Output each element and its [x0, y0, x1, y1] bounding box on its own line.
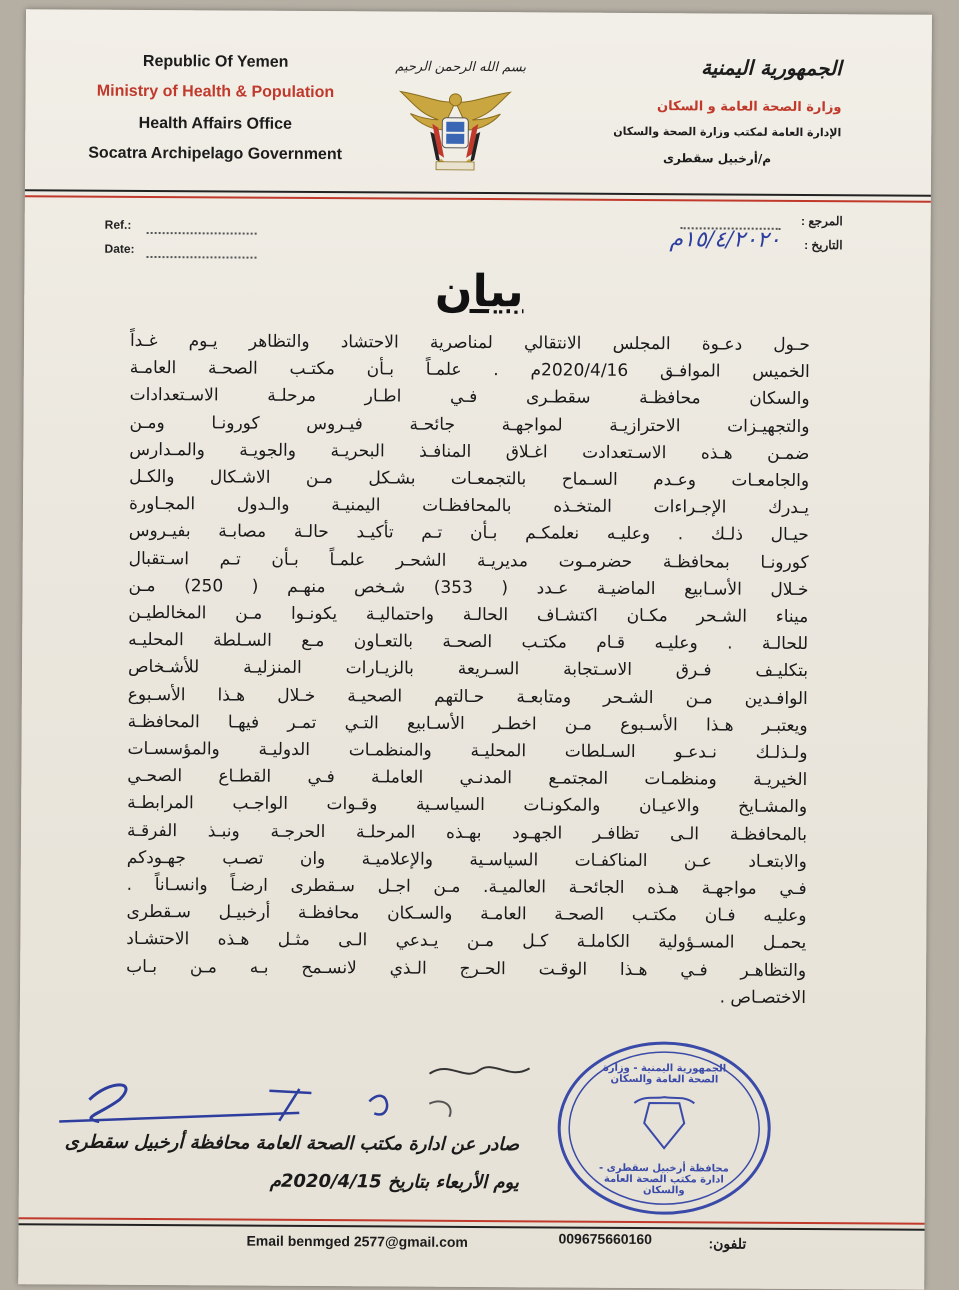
body-line: ولـذلـك نـدعـو السـلطات المحليـة والمنظمـات الدوليـة والمؤسسـات: [127, 738, 808, 764]
header-ar-archipelago: م/أرخبيل سقطرى: [662, 151, 772, 166]
body-line: خـلال الأسـابيع الماضيـة عـدد ( 353) شـخص منهـم ( 250) مـن: [128, 575, 809, 600]
ref-dots: [147, 232, 257, 235]
body-line: والتجهيـزات الاحترازيـة لمواجهـة جائحـة فيـروس كورونـا ومـن: [129, 412, 810, 437]
body-line: ميناء الشـحر مكـان اكتشـاف الحالـة واحتماليـة يكونـوا مـن المخالطيـن: [128, 602, 809, 628]
issued-by: صادر عن ادارة مكتب الصحة العامة محافظة أرخبيل سقطرى: [64, 1131, 520, 1156]
header-government: Socatra Archipelago Government: [88, 144, 343, 164]
handwritten-date: ١٥/٤/٢٠٢٠م: [669, 227, 781, 253]
ref-label: Ref.:: [104, 217, 132, 232]
body-line: والتظاهـر فـي هـذا الوقـت الحـرج الـذي لانسـمح بـه مـن بـاب: [126, 956, 807, 981]
date-dots: [146, 256, 256, 259]
ar-ref-label: المرجع :: [800, 213, 843, 229]
body-line: كورونـا بمحافظـة حضرمـوت مديريـة الشحـر علمـاً بـأن تـم اسـتقبال: [128, 548, 809, 573]
body-line: الخميس الموافـق 2020/4/16م . علمـاً بـأن مكتـب الصحـة العامـة: [129, 358, 810, 383]
issued-date: يوم الأربعاء بتاريخ 2020/4/15م: [269, 1170, 519, 1194]
header-ar-republic: الجمهورية اليمنية: [700, 55, 842, 81]
body-line: للحالـة . وعليـه قـام مكتـب الصحـة بالتعـاون مـع السـلطة المحليـه: [128, 630, 809, 655]
body-line: بتكليـف فـرق الاسـتجابة السـريعة بالزيـارات المنزليـة للأشـخاص: [127, 657, 809, 682]
signature-scribble: [49, 1059, 469, 1142]
document-page: [18, 9, 932, 1290]
body-line: يـدرك الإجـراءات المتخـذه بالمحافظـات اليمنيـة والـدول المجـاورة: [128, 494, 810, 519]
header-ar-ministry: وزارة الصحة العامة و السكان: [657, 99, 842, 116]
body-line: الوافـدين مـن الشـحر ومتابعـة حـالتهم الصحيـة خـلال هـذا الأسـبوع: [127, 684, 808, 709]
director-signature: [419, 1052, 539, 1093]
body-line: الاختصـاص .: [719, 987, 807, 1008]
ar-date-label: التاريخ :: [804, 237, 843, 253]
body-line: بالمحافظـة الـى تظافـر الجهـود بهـذه المرحلـة الحرجـة ونبـذ الفرقـة: [126, 820, 808, 845]
footer-rule-dark: [19, 1223, 925, 1231]
header-rule-red: [25, 195, 931, 203]
basmala: بسم الله الرحمن الرحيم: [395, 59, 527, 76]
yemen-eagle-emblem: [380, 83, 531, 184]
body-line: فـي مواجهـة هـذه الجائحـة العالميـة. مـن اجـل سـقطرى ارضـاً وانسـاناً .: [126, 874, 807, 900]
body-line: الخيريـة ومنظمـات المجتمـع المدنـي العاملـة فـي القطـاع الصحـي: [127, 766, 808, 791]
footer-phone: 009675660160: [558, 1230, 652, 1248]
body-line: ويعتبـر هـذا الأسـبوع مـن اخطـر الأسـابيع التـي تمـر فيهـا المحافظـة: [127, 711, 808, 736]
body-line: وعليـه فـان مكتـب الصحـة العامـة والسـكان محافظـة أرخبيـل سـقطرى: [126, 902, 807, 927]
header-ministry: Ministry of Health & Population: [96, 82, 335, 102]
body-line: والسكان محافظـة سقطـرى فـي اطـار مرحلـة الاسـتعدادات: [129, 385, 810, 410]
body-line: ضمـن هـذه الاسـتعدادت اغـلاق المنافـذ البحريـة والجويـة والمـدارس: [129, 439, 810, 464]
body-line: حيـال ذلـك . وعليـه نعلمكـم بـأن تـم تأكيـد حالـة مصابـة بفيـروس: [128, 521, 809, 546]
body-line: حـول دعـوة المجلس الانتقالي لمناصرية الاحتشاد والتظاهر يـوم غـداً: [129, 330, 811, 356]
body-line: والجامعـات وعـدم السـماح بالتجمعـات بشـكل مـن الاشـكال والكـل: [129, 466, 810, 492]
body-line: والابتعـاد عـن المناكفـات السياسـية والإعلاميـة وان تصـب جهـودكم: [126, 847, 807, 872]
footer-email: Email benmged 2577@gmail.com: [246, 1232, 468, 1250]
body-line: والمشـايخ والاعيـان والمكونـات السياسـية وقـوات الواجـب المرابطـة: [127, 793, 808, 818]
stamp-outer-text: الجمهورية اليمنية - وزارة الصحة العامة والسكان: [602, 1062, 727, 1086]
header-ar-department: الإدارة العامة لمكتب وزارة الصحة والسكان: [613, 124, 842, 140]
body-line: يحمـل المسـؤولية الكاملـة كـل مـن يـدعي الـى مثـل هـذه الاحتشـاد: [126, 929, 807, 954]
footer-phone-label: تلفون:: [708, 1235, 747, 1252]
header-office: Health Affairs Office: [138, 114, 292, 133]
header-country: Republic Of Yemen: [142, 52, 289, 71]
stamp-inner-text: محافظة أرخبيل سقطرى - ادارة مكتب الصحة العامة والسكان: [599, 1162, 729, 1197]
document-title: بيان: [434, 265, 524, 318]
date-label: Date:: [104, 241, 135, 256]
